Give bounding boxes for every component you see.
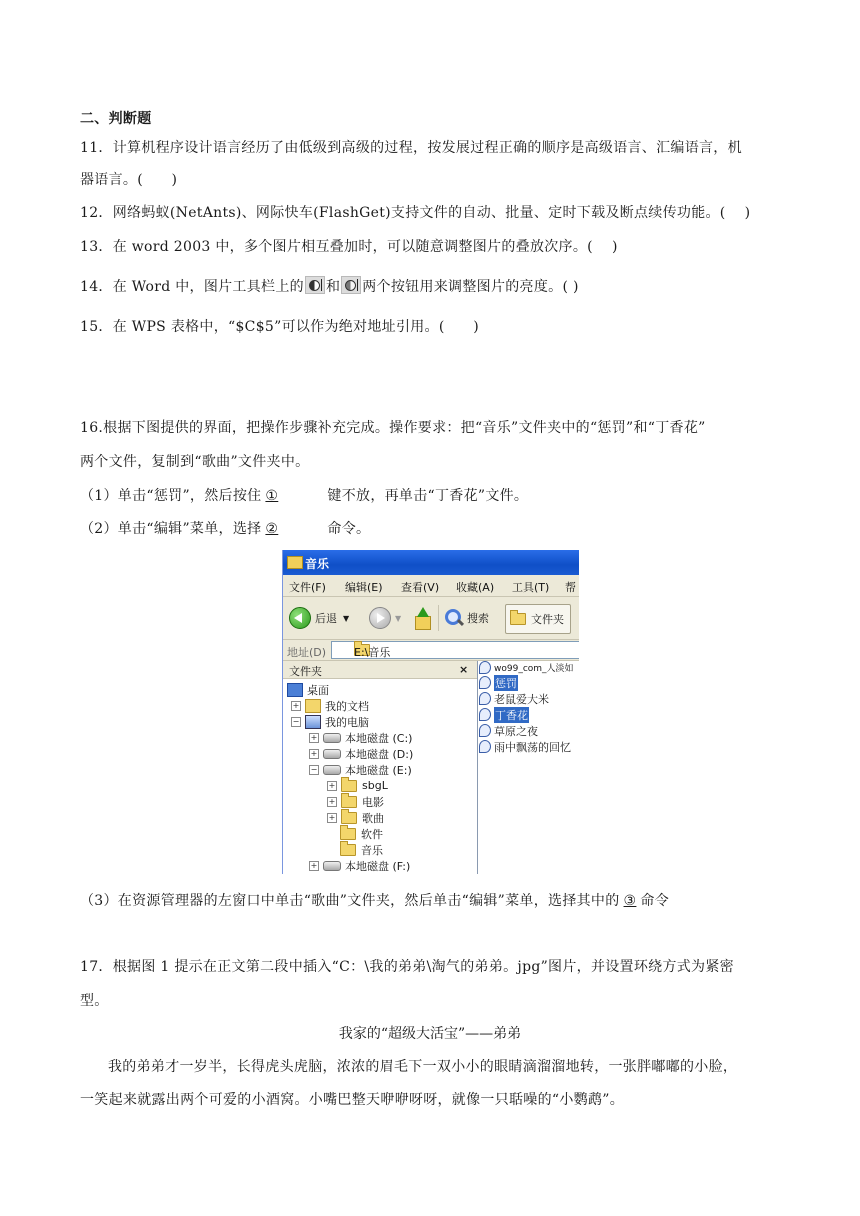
expand-icon[interactable]: +	[310, 748, 318, 758]
documents-icon	[305, 699, 321, 713]
file-item[interactable]	[479, 723, 538, 738]
step2-pre: （2）单击“编辑”菜单，选择	[80, 521, 262, 537]
expand-icon[interactable]: +	[328, 780, 336, 790]
step3-pre: （3）在资源管理器的左窗口中单击“歌曲”文件夹，然后单击“编辑”菜单，选择其中的	[80, 893, 620, 909]
tree-item-disk-f[interactable]	[309, 858, 410, 873]
up-button[interactable]	[413, 604, 431, 632]
file-list-pane	[479, 661, 579, 874]
file-name: 惩罚	[495, 676, 517, 690]
folder-icon	[341, 812, 357, 824]
file-name: 草原之夜	[494, 724, 538, 738]
folder-pane-header	[283, 661, 477, 679]
tree-label: 桌面	[307, 683, 329, 697]
folder-pane-title: 文件夹	[289, 665, 322, 678]
question-13: 13．在 word 2003 中，多个图片相互叠加时，可以随意调整图片的叠放次序。( )	[80, 239, 618, 255]
menu-file[interactable]: 文件(F)	[289, 581, 326, 594]
back-label: 后退	[315, 612, 337, 625]
file-item[interactable]	[479, 660, 574, 675]
collapse-icon[interactable]: −	[310, 764, 318, 774]
file-item-selected[interactable]	[479, 707, 529, 722]
tree-item-sbgl[interactable]	[327, 778, 388, 793]
desktop-icon	[287, 683, 303, 697]
file-item[interactable]	[479, 739, 571, 754]
search-label: 搜索	[467, 612, 489, 625]
window-title: 音乐	[305, 557, 330, 571]
back-arrow-icon	[289, 607, 311, 629]
tree-item-my-computer[interactable]	[291, 714, 369, 729]
search-icon	[445, 609, 463, 627]
blank-3: ③	[623, 893, 637, 909]
question-17-line2: 型。	[80, 993, 109, 1009]
question-14	[80, 276, 579, 296]
tree-label: 本地磁盘 (F:)	[345, 859, 411, 873]
tree-item-desktop[interactable]	[287, 682, 329, 697]
less-brightness-icon	[341, 276, 361, 294]
window-titlebar	[283, 550, 579, 575]
more-brightness-icon	[305, 276, 325, 294]
tree-label: 我的电脑	[325, 715, 369, 729]
step1-pre: （1）单击“惩罚”，然后按住	[80, 488, 262, 504]
folder-tree-pane	[283, 661, 478, 874]
question-11-line2: 器语言。( )	[80, 172, 178, 188]
file-item-selected[interactable]	[479, 675, 518, 690]
question-16-line2: 两个文件，复制到“歌曲”文件夹中。	[80, 454, 310, 470]
back-button[interactable]	[289, 604, 349, 632]
menu-edit[interactable]: 编辑(E)	[345, 581, 383, 594]
expand-icon[interactable]: +	[328, 812, 336, 822]
question-12: 12．网络蚂蚁(NetAnts)、网际快车(FlashGet)支持文件的自动、批量、定时下载及断点续传功能。( )	[80, 205, 751, 221]
open-folder-icon	[340, 844, 356, 856]
tree-label: 软件	[361, 827, 383, 841]
folder-icon	[340, 828, 356, 840]
menu-view[interactable]: 查看(V)	[401, 581, 440, 594]
file-name: 老鼠爱大米	[494, 692, 549, 706]
step3-post: 命令	[640, 893, 670, 909]
disk-icon	[323, 765, 341, 775]
question-14-text-mid: 和	[325, 279, 341, 295]
menu-bar	[283, 575, 579, 597]
step2-post: 命令。	[327, 521, 371, 537]
menu-favorites[interactable]: 收藏(A)	[456, 581, 495, 594]
tree-label: 本地磁盘 (D:)	[345, 747, 414, 761]
step1-post: 键不放，再单击“丁香花”文件。	[327, 488, 529, 504]
article-para2: 一笑起来就露出两个可爱的小酒窝。小嘴巴整天咿咿呀呀，就像一只聒噪的“小鹦鹉”。	[80, 1092, 625, 1108]
search-button[interactable]	[445, 604, 489, 632]
tree-item-my-docs[interactable]	[291, 698, 369, 713]
question-16-line1: 16.根据下图提供的界面，把操作步骤补充完成。操作要求：把“音乐”文件夹中的“惩罚”和“丁香花”	[80, 420, 706, 436]
toolbar	[283, 597, 579, 640]
expand-icon[interactable]: +	[328, 796, 336, 806]
question-11-line1: 11．计算机程序设计语言经历了由低级到高级的过程，按发展过程正确的顺序是高级语言、汇编语言，机	[80, 140, 742, 156]
file-name: 丁香花	[495, 708, 528, 722]
menu-help[interactable]: 帮	[565, 581, 576, 594]
article-para1: 我的弟弟才一岁半，长得虎头虎脑，浓浓的眉毛下一双小小的眼睛滴溜溜地转，一张胖嘟嘟的小脸，	[108, 1059, 738, 1075]
question-14-text-end: 两个按钮用来调整图片的亮度。( )	[362, 279, 579, 295]
address-bar	[283, 640, 579, 661]
blank-1: ①	[265, 488, 279, 504]
tree-item-software[interactable]	[340, 826, 383, 841]
tree-item-movies[interactable]	[327, 794, 384, 809]
collapse-icon[interactable]: −	[292, 716, 300, 726]
question-16-step3	[80, 890, 669, 910]
tree-label: sbgL	[362, 779, 388, 792]
music-file-icon	[479, 724, 491, 737]
explorer-screenshot	[282, 550, 579, 874]
file-name: 雨中飘荡的回忆	[494, 740, 571, 754]
dropdown-arrow-icon: ▼	[343, 613, 350, 623]
tree-label: 本地磁盘 (C:)	[345, 731, 413, 745]
music-file-icon	[479, 708, 491, 721]
menu-tools[interactable]: 工具(T)	[512, 581, 550, 594]
folder-icon	[341, 796, 357, 808]
section-heading: 二、判断题	[80, 111, 152, 127]
question-16-step2	[80, 518, 370, 538]
question-15: 15．在 WPS 表格中，“$C$5”可以作为绝对地址引用。( )	[80, 319, 479, 335]
expand-icon[interactable]: +	[310, 860, 318, 870]
tree-item-songs[interactable]	[327, 810, 384, 825]
folder-icon	[287, 556, 303, 569]
tree-label: 电影	[362, 795, 384, 809]
folders-label: 文件夹	[531, 613, 564, 626]
disk-icon	[323, 733, 341, 743]
question-16-step1	[80, 485, 528, 505]
music-file-icon	[479, 692, 491, 705]
expand-icon[interactable]: +	[310, 732, 318, 742]
music-file-icon	[479, 740, 491, 753]
tree-item-disk-c[interactable]	[309, 730, 412, 745]
folders-button[interactable]	[505, 604, 571, 634]
tree-label: 音乐	[361, 843, 383, 857]
address-input[interactable]	[331, 641, 579, 659]
forward-arrow-icon	[369, 607, 391, 629]
music-file-icon	[479, 676, 491, 689]
file-item[interactable]	[479, 691, 549, 706]
tree-item-disk-d[interactable]	[309, 746, 413, 761]
music-file-icon	[479, 661, 491, 674]
tree-label: 歌曲	[362, 811, 384, 825]
disk-icon	[323, 861, 341, 871]
folder-icon	[510, 613, 526, 625]
disk-icon	[323, 749, 341, 759]
blank-2: ②	[265, 521, 279, 537]
folder-icon	[341, 780, 357, 792]
question-17-line1: 17．根据图 1 提示在正文第二段中插入“C：\我的弟弟\淘气的弟弟。jpg”图片，并设置环绕方式为紧密	[80, 959, 734, 975]
article-title: 我家的“超级大活宝”——弟弟	[338, 1026, 522, 1042]
close-icon[interactable]: ×	[459, 663, 469, 676]
up-folder-icon	[413, 607, 431, 629]
address-label: 地址(D)	[287, 646, 327, 659]
dropdown-arrow-icon: ▼	[395, 613, 402, 623]
question-14-text-a: 14．在 Word 中，图片工具栏上的	[80, 279, 304, 295]
computer-icon	[305, 715, 321, 729]
file-name: wo99_com_人淡如	[494, 664, 574, 674]
expand-icon[interactable]: +	[292, 700, 300, 710]
tree-item-music[interactable]	[340, 842, 383, 857]
forward-button[interactable]	[369, 604, 401, 632]
tree-label: 本地磁盘 (E:)	[345, 763, 412, 777]
tree-label: 我的文档	[325, 699, 369, 713]
tree-item-disk-e[interactable]	[309, 762, 412, 777]
address-value: E:\音乐	[354, 646, 391, 659]
